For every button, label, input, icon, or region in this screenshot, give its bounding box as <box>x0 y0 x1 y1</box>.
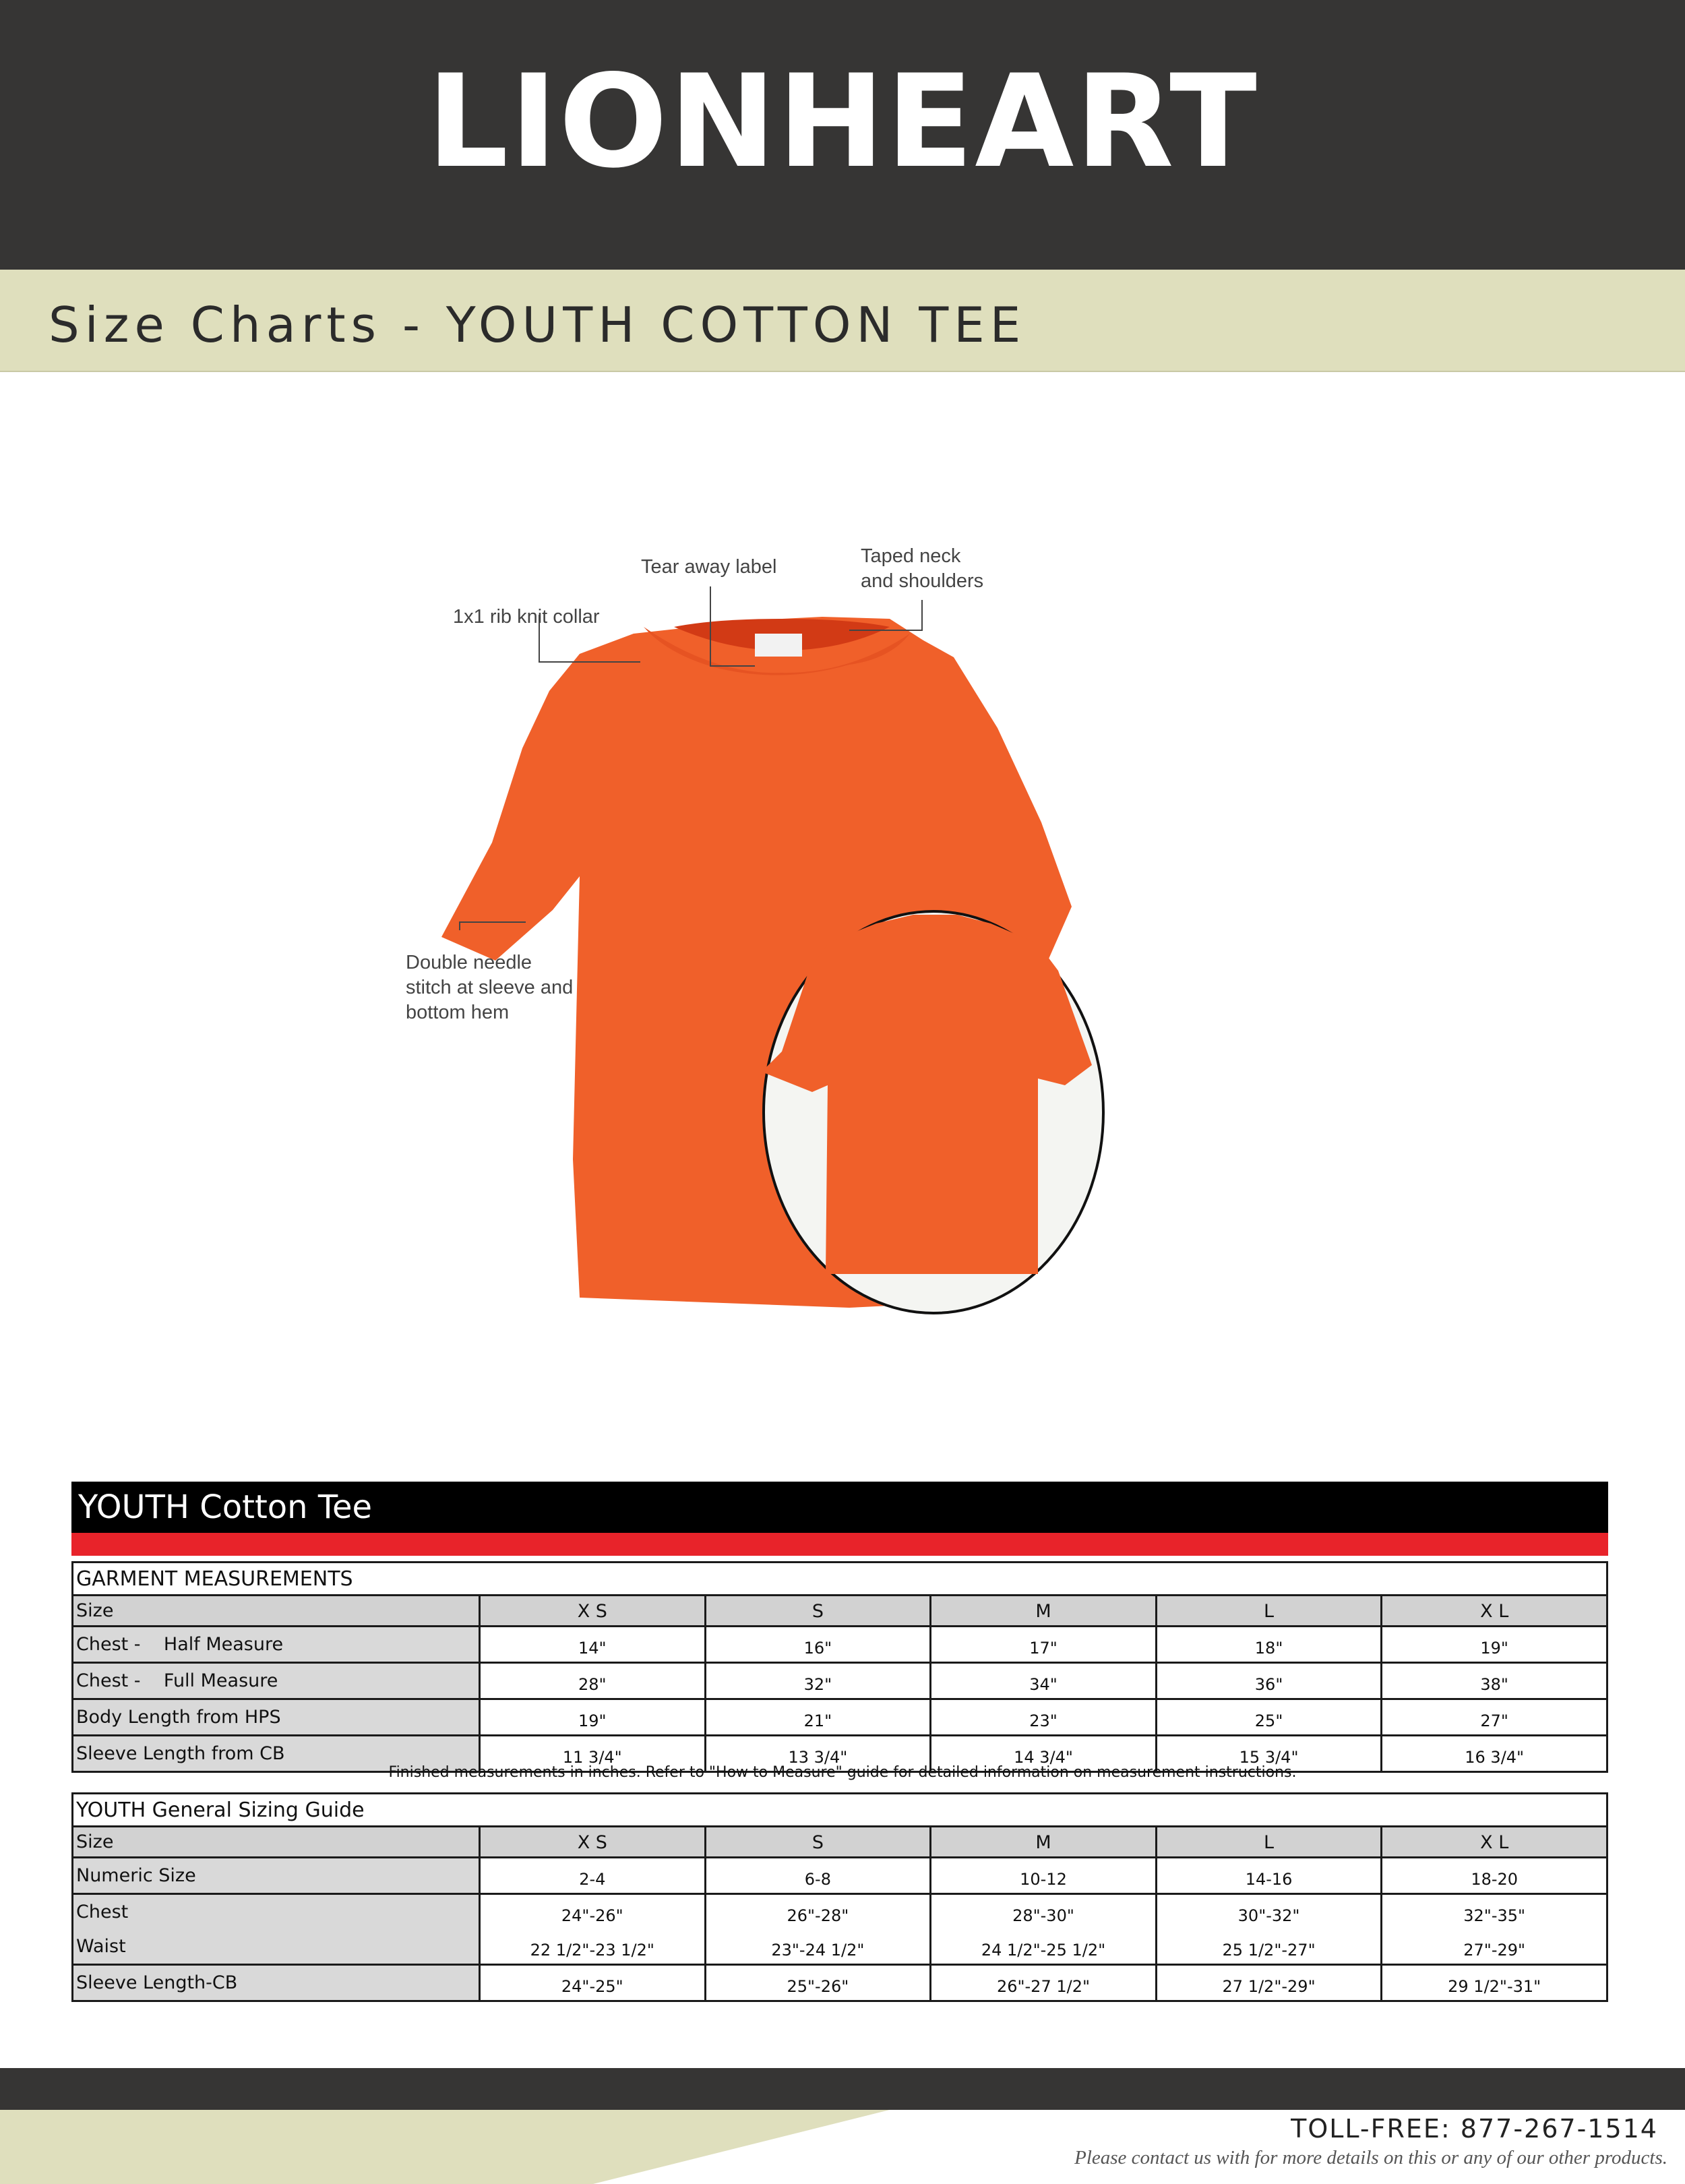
row-label: Sleeve Length from CB <box>73 1736 480 1772</box>
table-cell: 26"-28" <box>705 1894 931 1930</box>
table-cell: 6-8 <box>705 1858 931 1894</box>
table-cell: 23" <box>931 1699 1157 1736</box>
toll-free-number: TOLL-FREE: 877-267-1514 <box>1291 2114 1658 2144</box>
measurement-note: Finished measurements in inches. Refer to "How to Measure" guide for detailed information on measurement instructions. <box>388 1764 1297 1781</box>
size-header: M <box>931 1827 1157 1858</box>
table-cell: 36" <box>1156 1663 1382 1699</box>
size-header: X L <box>1382 1827 1607 1858</box>
table-row <box>73 1663 1607 1699</box>
table-cell: 32"-35" <box>1382 1894 1607 1930</box>
tear-away-label-tag <box>755 634 802 657</box>
table-cell: 10-12 <box>931 1858 1157 1894</box>
table-cell: 27 1/2"-29" <box>1156 1965 1382 2001</box>
callout-tear-away-label: Tear away label <box>641 556 777 578</box>
garment-measurements-heading: GARMENT MEASUREMENTS <box>73 1563 1607 1596</box>
page-title: Size Charts - YOUTH COTTON TEE <box>49 297 1027 353</box>
title-band <box>0 270 1685 372</box>
garment-measurements-section <box>71 1482 1608 1773</box>
table-cell: 28" <box>480 1663 706 1699</box>
tee-illustration-svg <box>377 533 1186 1341</box>
contact-note: Please contact us with for more details on this or any of our other products. <box>1074 2147 1667 2168</box>
size-label: Size <box>73 1827 480 1858</box>
size-header: X L <box>1382 1596 1607 1627</box>
table-cell: 29 1/2"-31" <box>1382 1965 1607 2001</box>
table-cell: 16 3/4" <box>1382 1736 1607 1772</box>
table-cell: 23"-24 1/2" <box>705 1929 931 1965</box>
tee-illustration <box>377 533 1186 1341</box>
table-cell: 21" <box>705 1699 931 1736</box>
table-cell: 14 3/4" <box>931 1736 1157 1772</box>
size-header: X S <box>480 1596 706 1627</box>
table-row <box>73 1627 1607 1663</box>
size-label: Size <box>73 1596 480 1627</box>
row-label: Body Length from HPS <box>73 1699 480 1736</box>
size-header: L <box>1156 1596 1382 1627</box>
brand-logo: LIONHEART <box>427 47 1258 196</box>
row-label: Chest <box>73 1894 480 1930</box>
sizing-guide-section <box>71 1792 1608 2002</box>
table-cell: 28"-30" <box>931 1894 1157 1930</box>
table-cell: 27"-29" <box>1382 1929 1607 1965</box>
table-cell: 19" <box>480 1699 706 1736</box>
table-cell: 22 1/2"-23 1/2" <box>480 1929 706 1965</box>
table-cell: 24"-25" <box>480 1965 706 2001</box>
size-header: S <box>705 1827 931 1858</box>
table-cell: 13 3/4" <box>705 1736 931 1772</box>
table-cell: 14" <box>480 1627 706 1663</box>
table-cell: 25" <box>1156 1699 1382 1736</box>
size-header: X S <box>480 1827 706 1858</box>
header-band <box>0 0 1685 270</box>
table-cell: 15 3/4" <box>1156 1736 1382 1772</box>
footer-band <box>0 2068 1685 2110</box>
sizing-guide-heading: YOUTH General Sizing Guide <box>73 1794 1607 1827</box>
table-cell: 18-20 <box>1382 1858 1607 1894</box>
table-cell: 19" <box>1382 1627 1607 1663</box>
table-cell: 38" <box>1382 1663 1607 1699</box>
garment-table-title: YOUTH Cotton Tee <box>71 1482 1608 1533</box>
table-row <box>73 1858 1607 1894</box>
sizing-guide-table <box>71 1792 1608 2002</box>
table-cell: 24"-26" <box>480 1894 706 1930</box>
table-row <box>73 1699 1607 1736</box>
table-cell: 17" <box>931 1627 1157 1663</box>
row-label: Chest - Half Measure <box>73 1627 480 1663</box>
size-header: S <box>705 1596 931 1627</box>
table-cell: 25 1/2"-27" <box>1156 1929 1382 1965</box>
table-cell: 34" <box>931 1663 1157 1699</box>
table-row <box>73 1965 1607 2001</box>
row-label: Numeric Size <box>73 1858 480 1894</box>
table-cell: 26"-27 1/2" <box>931 1965 1157 2001</box>
table-cell: 16" <box>705 1627 931 1663</box>
table-cell: 30"-32" <box>1156 1894 1382 1930</box>
size-header: L <box>1156 1827 1382 1858</box>
callout-taped-neck: Taped neck and shoulders <box>861 545 984 592</box>
callout-double-needle: Double needle stitch at sleeve and bottom hem <box>406 952 574 1023</box>
callout-rib-collar: 1x1 rib knit collar <box>453 606 600 628</box>
table-row <box>73 1894 1607 1930</box>
row-label: Waist <box>73 1929 480 1965</box>
red-accent-bar <box>71 1533 1608 1556</box>
table-cell: 2-4 <box>480 1858 706 1894</box>
garment-size-header-row <box>73 1596 1607 1627</box>
row-label: Chest - Full Measure <box>73 1663 480 1699</box>
table-row <box>73 1929 1607 1965</box>
table-cell: 24 1/2"-25 1/2" <box>931 1929 1157 1965</box>
guide-size-header-row <box>73 1827 1607 1858</box>
table-cell: 14-16 <box>1156 1858 1382 1894</box>
footer-accent-shape <box>0 2110 890 2184</box>
table-cell: 11 3/4" <box>480 1736 706 1772</box>
table-cell: 18" <box>1156 1627 1382 1663</box>
row-label: Sleeve Length-CB <box>73 1965 480 2001</box>
table-cell: 32" <box>705 1663 931 1699</box>
garment-measurements-table <box>71 1561 1608 1773</box>
table-cell: 27" <box>1382 1699 1607 1736</box>
size-header: M <box>931 1596 1157 1627</box>
table-cell: 25"-26" <box>705 1965 931 2001</box>
